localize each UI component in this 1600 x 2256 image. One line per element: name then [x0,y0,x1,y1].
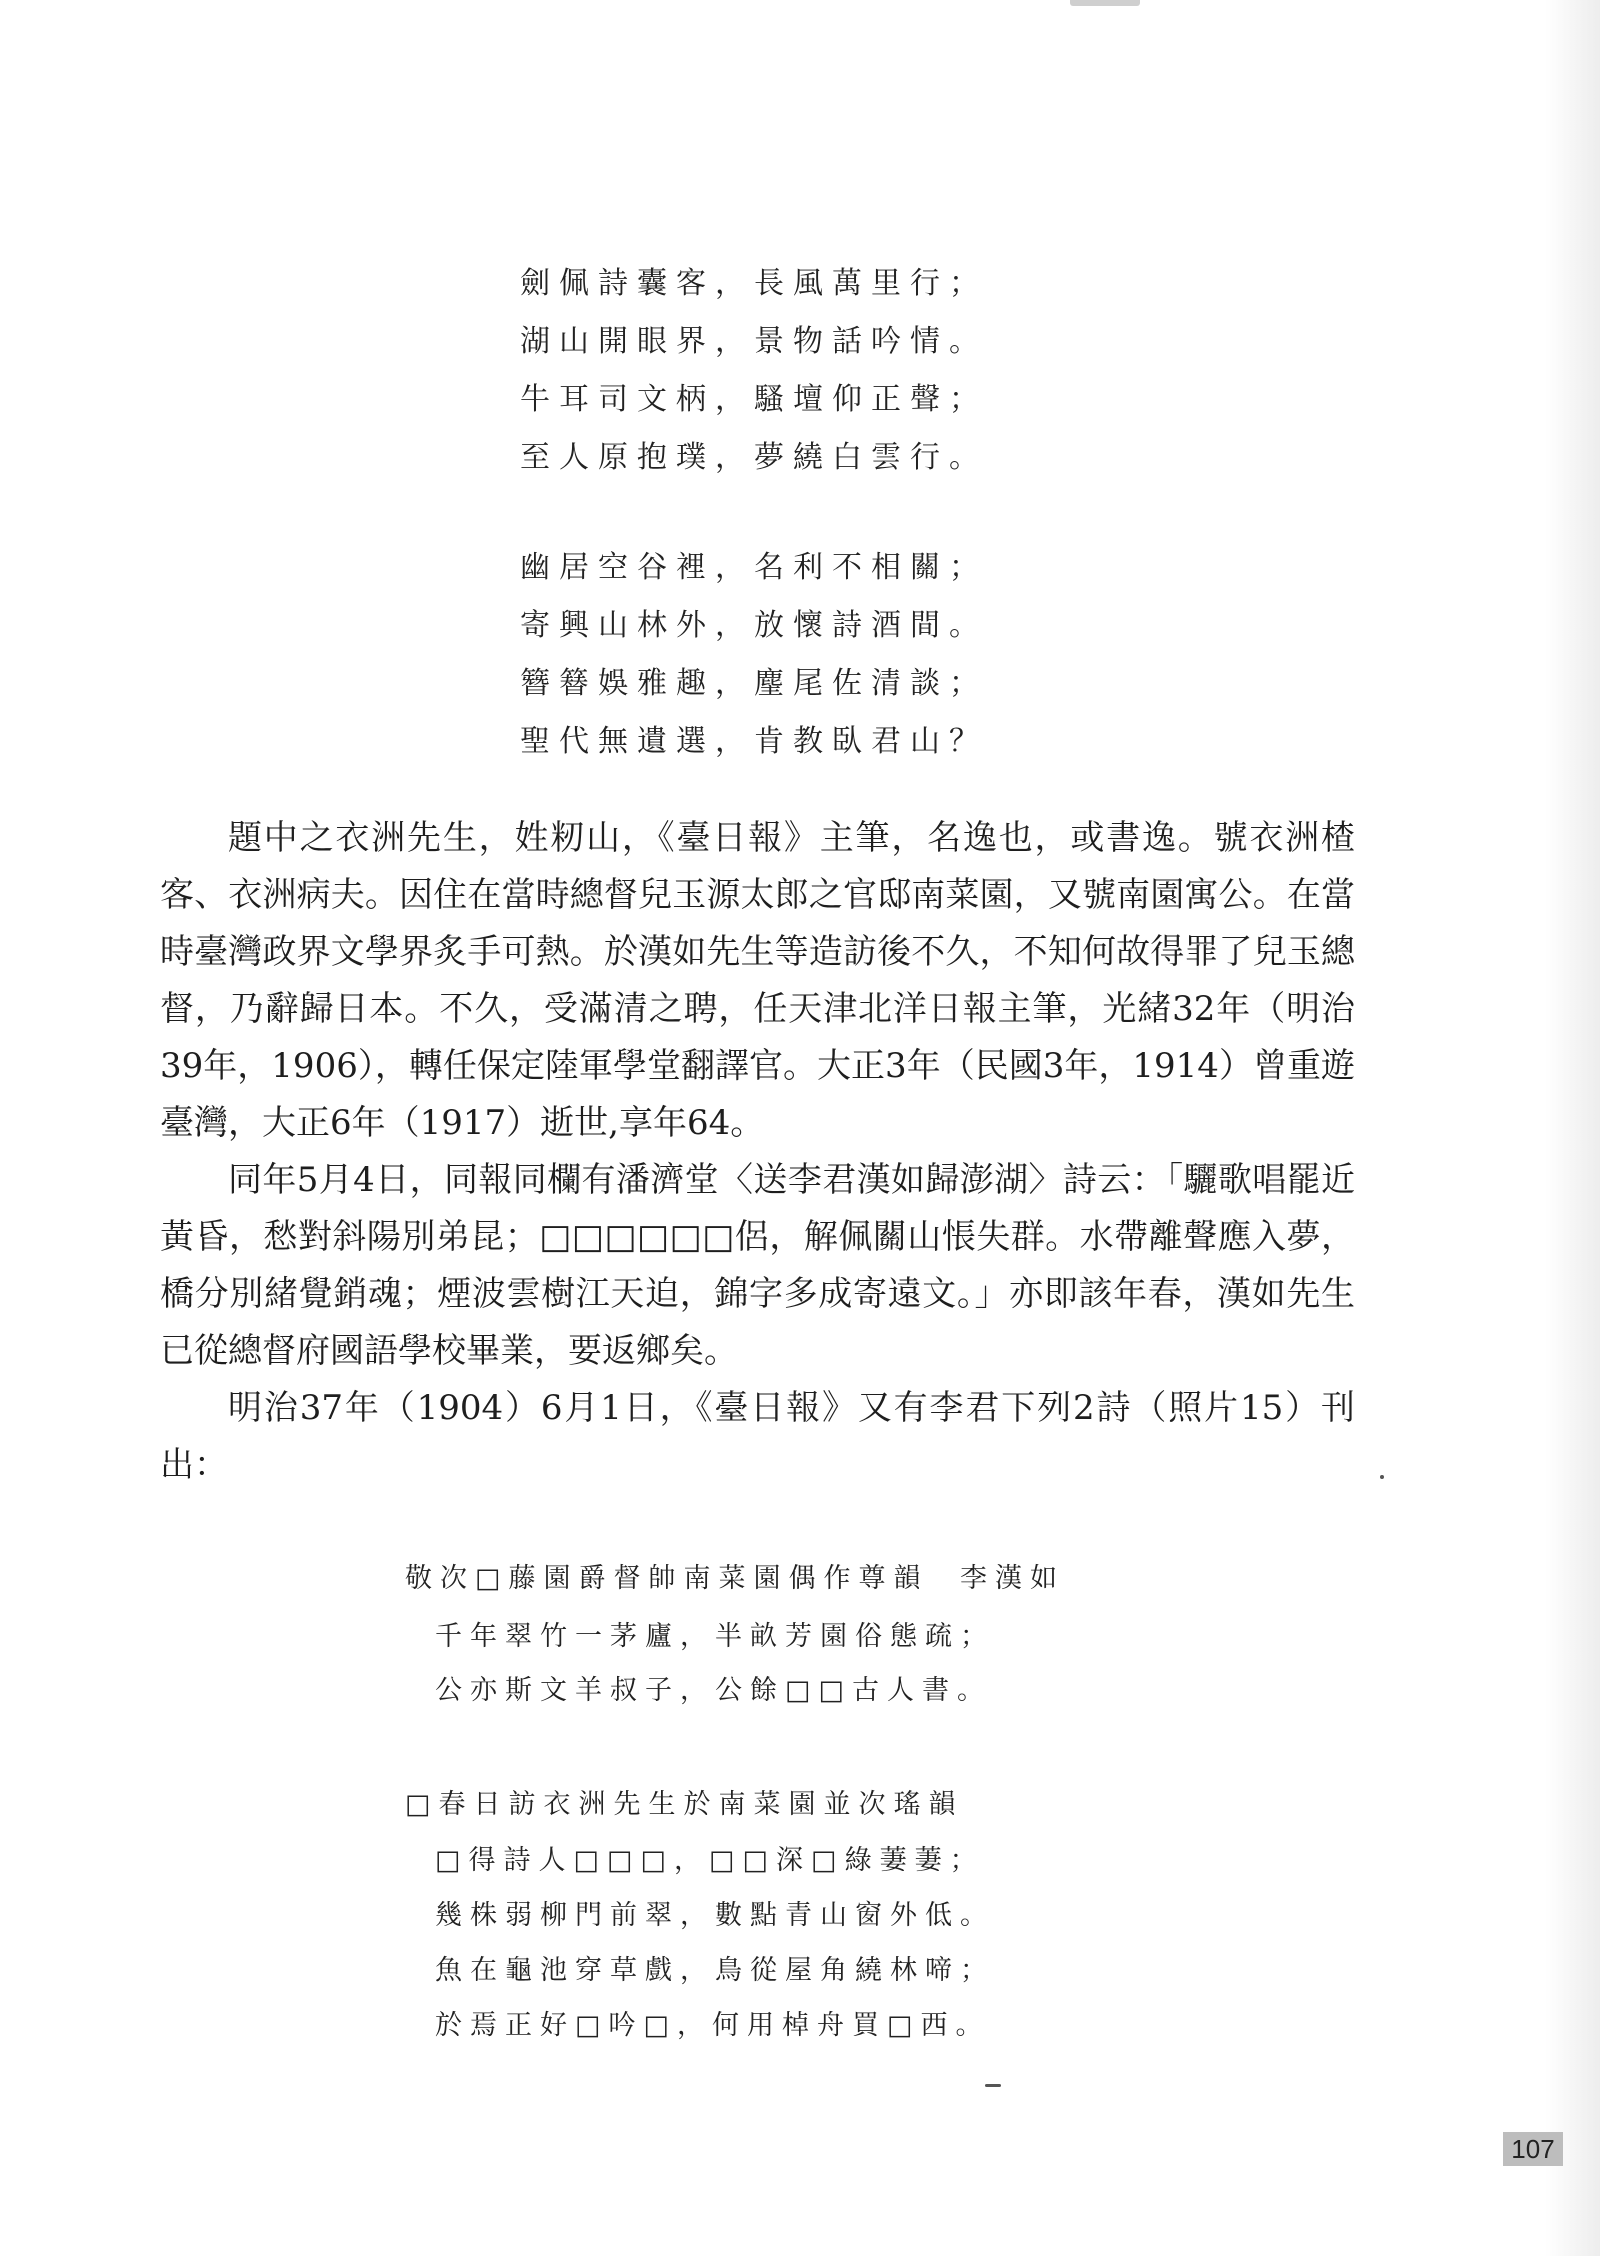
poem2-title: 敬次□藤園爵督帥南菜園偶作尊韻 [405,1563,929,1594]
paragraph: 同年5月4日，同報同欄有潘濟堂〈送李君漢如歸澎湖〉詩云：「驪歌唱罷近黃昏，愁對斜陽別弟昆；□□□□□□侶，解佩關山悵失群。水帶離聲應入夢，橋分別緒覺銷魂；煙波雲樹江天迫，錦字多成寄遠文。」亦即該年春，漢如先生已從總督府國語學校畢業，要返鄉矣。 [160,1160,1355,1371]
poem-line: 牛耳司文柄，騷壇仰正聲； [520,382,988,417]
page-edge-shade [1545,0,1600,2256]
poem-line: 幽居空谷裡，名利不相關； [520,550,988,585]
poem-line: □得詩人□□□，□□深□綠萋萋； [435,1845,985,1876]
scan-top-mark [1070,0,1140,6]
poem-line: 幾株弱柳門前翠，數點青山窗外低。 [435,1900,995,1931]
poem-line: 湖山開眼界，景物話吟情。 [520,324,988,359]
poem-line: 劍佩詩囊客，長風萬里行； [520,266,988,301]
poem-line: 簪簮娛雅趣，麈尾佐清談； [520,666,988,701]
paragraph: 明治37年（1904）6月1日，《臺日報》又有李君下列2詩（照片15）刊出： [160,1388,1355,1485]
poem2-author: 李漢如 [960,1563,1065,1594]
poem-line: 魚在龜池穿草戲，鳥從屋角繞林啼； [435,1955,995,1986]
poem-line: 寄興山林外，放懷詩酒間。 [520,608,988,643]
poem-line: 千年翠竹一茅廬，半畝芳園俗態疏； [435,1621,995,1652]
poem-line: 公亦斯文羊叔子，公餘□□古人書。 [435,1675,993,1706]
scan-speck [985,2084,1001,2087]
poem3-title: □春日訪衣洲先生於南菜園並次瑤韻 [405,1789,964,1820]
poem-line: 於焉正好□吟□，何用棹舟買□西。 [435,2010,991,2041]
scan-speck [1380,1475,1384,1479]
prose-body [160,810,1355,1494]
poem-line: 至人原抱璞，夢繞白雲行。 [520,440,988,475]
poem-line: 聖代無遺選，肯教臥君山？ [520,724,988,759]
page-number: 107 [1503,2132,1563,2166]
paragraph: 題中之衣洲先生，姓籾山，《臺日報》主筆，名逸也，或書逸。號衣洲楂客、衣洲病夫。因住在當時總督兒玉源太郎之官邸南菜園，又號南園寓公。在當時臺灣政界文學界炙手可熱。於漢如先生等造訪後不久，不知何故得罪了兒玉總督，乃辭歸日本。不久，受滿清之聘，任天津北洋日報主筆，光緒32年（明治39年，1906），轉任保定陸軍學堂翻譯官。大正3年（民國3年，1914）曾重遊臺灣，大正6年（1917）逝世,享年64。 [160,818,1355,1143]
